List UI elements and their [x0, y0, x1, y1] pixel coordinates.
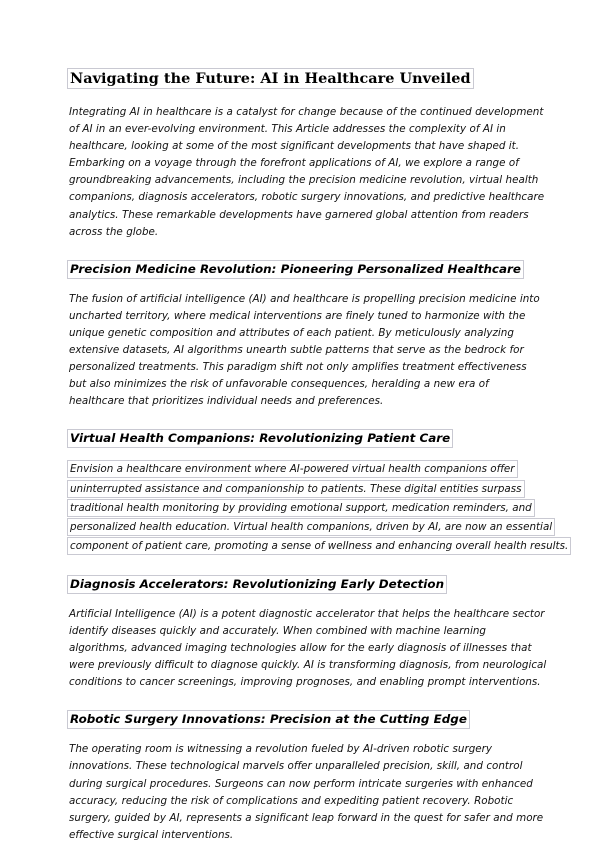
- section-heading-virtual-health-companions: Virtual Health Companions: Revolutionizing Patient Care: [67, 429, 453, 448]
- section-body-virtual-health-companions: [69, 460, 569, 555]
- text-line: [69, 499, 551, 518]
- section-body-robotic-surgery: The operating room is witnessing a revolution fueled by AI-driven robotic surgery innovations. These technological marvels offer unparalleled precision, skill, and control during surgical procedures. Surgeons can now perform intricate surgeries with enhanced accuracy, reducing the risk of complications and expediting patient recovery. Robotic surgery, guided by AI, represents a significant leap forward in the quest for safer and more effective surgical interventions.: [69, 743, 544, 841]
- document-title-block: [69, 68, 546, 89]
- section-heading-diagnosis-accelerators-block: [69, 573, 546, 594]
- spacer: [69, 691, 546, 708]
- spacer: [69, 89, 546, 104]
- text-line: [69, 537, 569, 556]
- intro-paragraph: Integrating AI in healthcare is a catalyst for change because of the continued development of AI in an ever-evolving environment. This Article addresses the complexity of AI in healthcare, looking at some of the most significant developments that have shaped it. Embarking on a voyage through the forefront applications of AI, we explore a range of groundbreaking advancements, including the precision medicine revolution, virtual health companions, diagnosis accelerators, robotic surgery innovations, and predictive healthcare analytics. These remarkable developments have garnered global attention from readers across the globe.: [69, 106, 545, 238]
- text-line-box: component of patient care, promoting a sense of wellness and enhancing overall health results.: [67, 537, 571, 555]
- spacer: [69, 556, 546, 573]
- spacer: [69, 448, 546, 460]
- page-title: Navigating the Future: AI in Healthcare Unveiled: [67, 68, 474, 89]
- section-heading-precision-medicine-block: [69, 258, 546, 279]
- section-heading-precision-medicine: Precision Medicine Revolution: Pioneering Personalized Healthcare: [67, 260, 524, 279]
- spacer: [69, 594, 546, 606]
- section-heading-virtual-health-companions-block: [69, 427, 546, 448]
- section-body-diagnosis-accelerators: Artificial Intelligence (AI) is a potent diagnostic accelerator that helps the healthcare sector identify diseases quickly and accurately. When combined with machine learning algorithms, advanced imaging technologies allow for the early diagnosis of illnesses that were previously difficult to diagnose quickly. AI is transforming diagnosis, from neurological conditions to cancer screenings, improving prognoses, and enabling prompt interventions.: [69, 607, 547, 689]
- spacer: [69, 279, 546, 291]
- text-line-box: traditional health monitoring by providing emotional support, medication reminders, and: [67, 499, 535, 517]
- spacer: [69, 410, 546, 427]
- section-heading-robotic-surgery: Robotic Surgery Innovations: Precision at the Cutting Edge: [67, 710, 470, 729]
- section-heading-robotic-surgery-block: [69, 708, 546, 729]
- spacer: [69, 241, 546, 258]
- text-line: [69, 460, 551, 479]
- section-heading-diagnosis-accelerators: Diagnosis Accelerators: Revolutionizing Early Detection: [67, 575, 447, 594]
- text-line-box: uninterrupted assistance and companionship to patients. These digital entities surpass: [67, 480, 525, 498]
- text-line: [69, 518, 551, 537]
- text-line-box: Envision a healthcare environment where AI-powered virtual health companions offer: [67, 460, 518, 478]
- text-line-box: personalized health education. Virtual health companions, driven by AI, are now an essential: [67, 518, 555, 536]
- text-line: [69, 480, 551, 499]
- spacer: [69, 729, 546, 741]
- section-body-precision-medicine: The fusion of artificial intelligence (AI) and healthcare is propelling precision medicine into uncharted territory, where medical interventions are finely tuned to harmonize with the unique genetic composition and attributes of each patient. By meticulously analyzing extensive datasets, AI algorithms unearth subtle patterns that serve as the bedrock for personalized treatments. This paradigm shift not only amplifies treatment effectiveness but also minimizes the risk of unfavorable consequences, heralding a new era of healthcare that prioritizes individual needs and preferences.: [69, 292, 540, 408]
